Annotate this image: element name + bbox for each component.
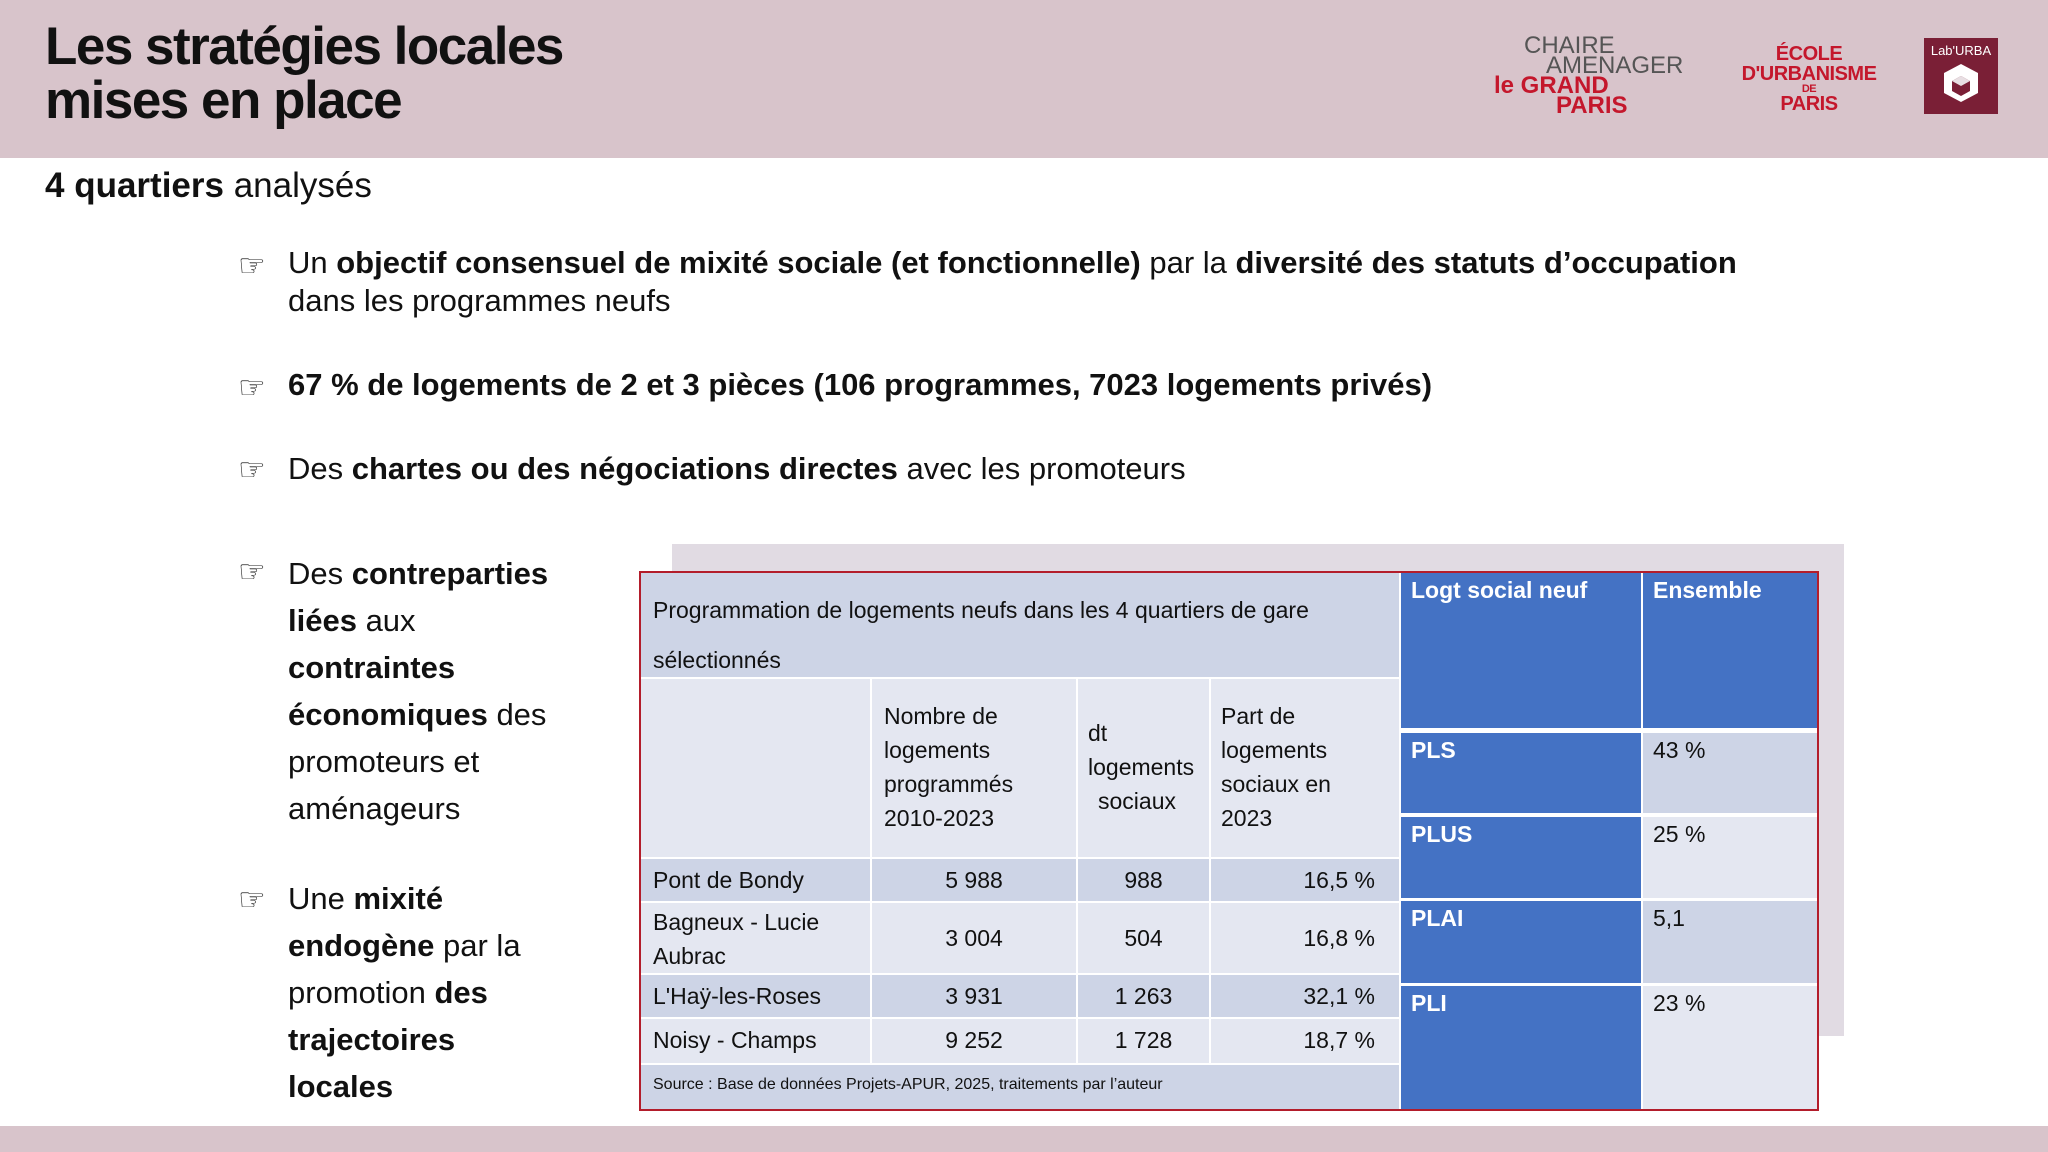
side-row-value: 5,1 (1643, 901, 1817, 983)
pointing-hand-icon: ☞ (238, 248, 266, 283)
pointing-hand-icon: ☞ (238, 370, 266, 405)
table-cell-sociaux: 1 263 (1078, 975, 1209, 1017)
lab-urba-cube-icon (1942, 62, 1980, 104)
table-row-name: Pont de Bondy (641, 859, 870, 901)
table-cell-part: 16,5 % (1211, 859, 1399, 901)
side-header-ensemble: Ensemble (1643, 573, 1817, 728)
logo-eup-line-4: PARIS (1780, 93, 1838, 115)
pointing-hand-icon: ☞ (238, 882, 266, 917)
bullet-2: 67 % de logements de 2 et 3 pièces (106 programmes, 7023 logements privés) (288, 367, 1433, 402)
subtitle-bold: 4 quartiers (45, 166, 224, 205)
housing-table (639, 571, 1819, 1111)
logo-eup-line-3: DE (1801, 83, 1817, 95)
bullet-3: Des chartes ou des négociations directes avec les promoteurs (288, 451, 1186, 486)
logo-chaire-line-2: AMENAGER (1546, 52, 1684, 79)
header-nombre-logements: Nombre de logements programmés 2010-2023 (872, 679, 1076, 857)
logo-chaire-line-3: le GRAND (1494, 72, 1609, 99)
table-cell-sociaux: 988 (1078, 859, 1209, 901)
bullet-4: Des contreparties liées aux contraintes économiques des promoteurs et aménageurs (288, 556, 549, 826)
title-line-2: mises en place (45, 71, 402, 130)
logo-chaire-line-1: CHAIRE (1524, 32, 1615, 59)
logo-chaire-line-4: PARIS (1556, 92, 1628, 119)
logo-eup-line-2: D'URBANISME (1741, 63, 1877, 85)
pointing-hand-icon: ☞ (238, 554, 266, 589)
lab-urba-logo (1924, 38, 1998, 114)
page-title (45, 17, 563, 130)
table-cell-nombre: 9 252 (872, 1019, 1076, 1063)
table-cell-nombre: 5 988 (872, 859, 1076, 901)
side-row-key: PLAI (1401, 901, 1641, 983)
side-header-logt-social: Logt social neuf (1401, 573, 1641, 728)
table-header-empty (641, 679, 870, 857)
table-cell-part: 18,7 % (1211, 1019, 1399, 1063)
footer-band (0, 1126, 2048, 1152)
bullet-1: Un objectif consensuel de mixité sociale (et fonctionnelle) par la diversité des statuts d’occupation dans les programmes neufs (288, 245, 1737, 318)
side-row-value: 23 % (1643, 986, 1817, 1109)
table-source: Source : Base de données Projets-APUR, 2025, traitements par l’auteur (641, 1065, 1399, 1109)
bullet-5: Une mixité endogène par la promotion des trajectoires locales (288, 881, 521, 1104)
pointing-hand-icon: ☞ (238, 452, 266, 487)
logo-eup-line-1: ÉCOLE (1775, 43, 1843, 65)
side-row-key: PLS (1401, 733, 1641, 813)
lab-urba-label: Lab'URBA (1930, 43, 1992, 58)
table-cell-nombre: 3 004 (872, 903, 1076, 973)
table-row-name: L'Haÿ-les-Roses (641, 975, 870, 1017)
table-cell-part: 16,8 % (1211, 903, 1399, 973)
side-row-value: 43 % (1643, 733, 1817, 813)
subtitle (45, 166, 372, 206)
chaire-amenager-logo (1490, 34, 1702, 120)
side-row-value: 25 % (1643, 817, 1817, 898)
table-cell-sociaux: 1 728 (1078, 1019, 1209, 1063)
header-part-logements-sociaux: Part de logements sociaux en 2023 (1211, 679, 1399, 857)
table-caption: Programmation de logements neufs dans les 4 quartiers de gare sélectionnés (641, 573, 1399, 677)
title-line-1: Les stratégies locales (45, 17, 563, 76)
subtitle-rest: analysés (223, 166, 372, 205)
ecole-urbanisme-logo (1734, 44, 1884, 114)
header-dt-logements-sociaux: dt logements sociaux (1078, 679, 1209, 857)
table-cell-sociaux: 504 (1078, 903, 1209, 973)
table-cell-nombre: 3 931 (872, 975, 1076, 1017)
table-cell-part: 32,1 % (1211, 975, 1399, 1017)
side-row-key: PLUS (1401, 817, 1641, 898)
table-row-name: Noisy - Champs (641, 1019, 870, 1063)
table-row-name: Bagneux - Lucie Aubrac (641, 903, 870, 973)
side-row-key: PLI (1401, 986, 1641, 1109)
header-band (0, 0, 2048, 158)
